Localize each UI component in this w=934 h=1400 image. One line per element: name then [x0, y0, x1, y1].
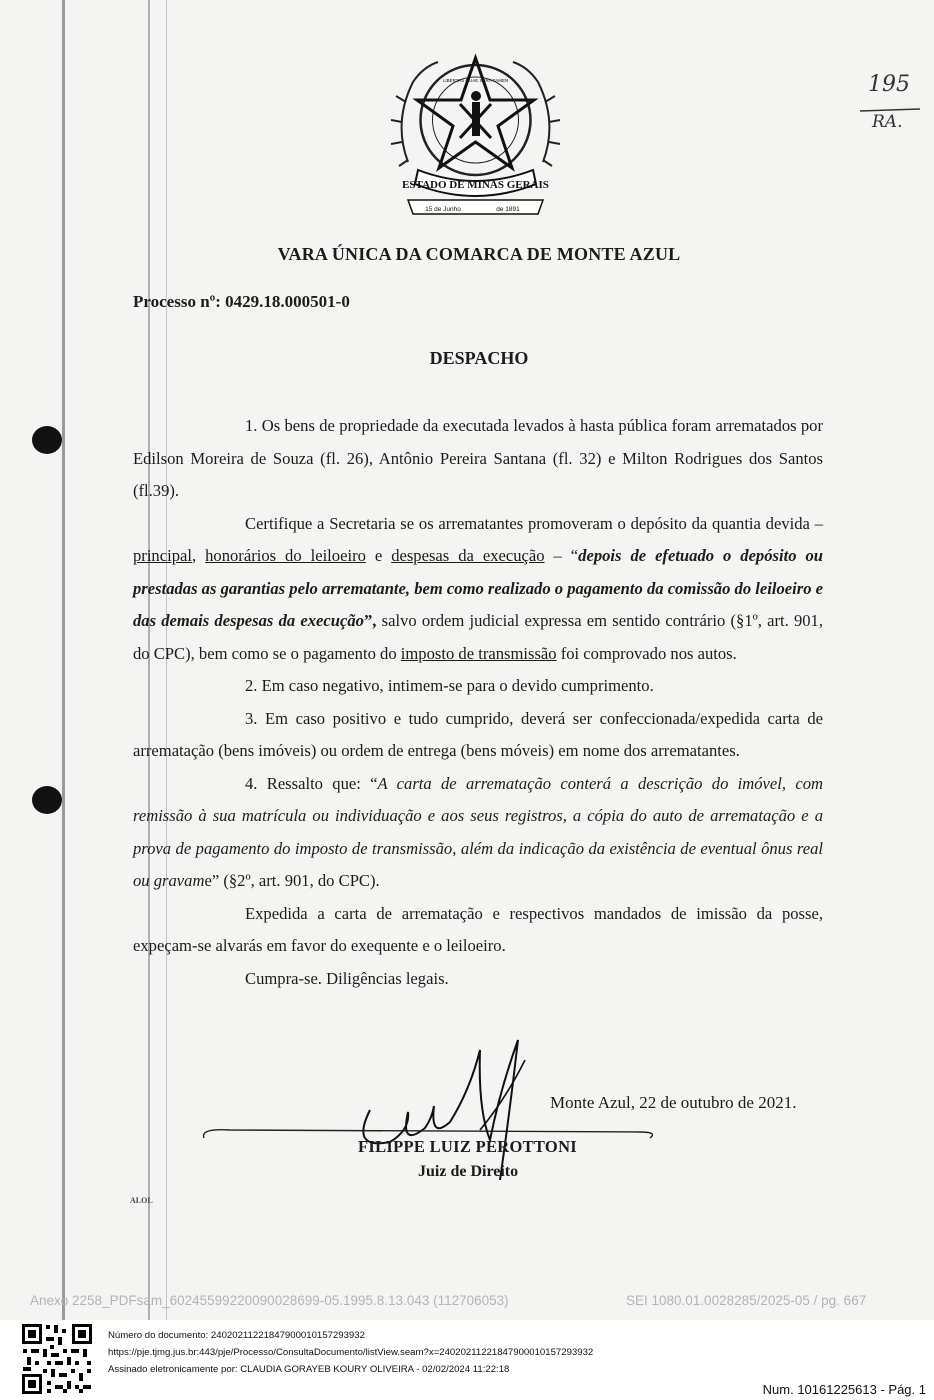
seal-motto: LIBERTAS QUAE SERA TAMEN — [442, 78, 509, 83]
footer-page-number: Num. 10161225613 - Pág. 1 — [762, 1382, 926, 1397]
paragraph-2: Certifique a Secretaria se os arrematantes promoveram o depósito da quantia devida – principal, honorários do leiloeiro e despesas da execução – “depois de efetuado o depósito ou prestadas as garantias pelo arrematante, bem como realizado o pagamento da comissão do leiloeiro e das demais despesas da execução”, salvo ordem judicial expressa em sentido contrário (§1º, art. 901, do CPC), bem como se o pagamento do imposto de transmissão foi comprovado nos autos. — [133, 513, 824, 663]
sei-stamp: SEI 1080.01.0028285/2025-05 / pg. 667 — [626, 1293, 867, 1308]
coat-of-arms-seal — [388, 42, 563, 222]
folio-rubric: RA. — [872, 112, 903, 132]
place-and-date: Monte Azul, 22 de outubro de 2021. — [550, 1093, 797, 1112]
judge-role: Juiz de Direito — [418, 1163, 519, 1180]
paragraph-4: 3. Em caso positivo e tudo cumprido, deverá ser confeccionada/expedida carta de arrematação (bens imóveis) ou ordem de entrega (bens móveis) em nome dos arrematantes. — [133, 708, 823, 760]
seal-date-right: de 1891 — [496, 206, 520, 213]
punch-hole — [32, 426, 62, 454]
paragraph-5: 4. Ressalto que: “A carta de arrematação conterá a descrição do imóvel, com remissão à sua matrícula ou individuação e aos seus registros, a cópia do auto de arrematação e a prova de pagamento do imposto de transmissão, além da indicação da existência de eventual ônus real ou gravame” (§2º, art. 901, do CPC). — [133, 773, 823, 890]
judge-name: FILIPPE LUIZ PEROTTONI — [358, 1137, 578, 1156]
footer-doc-number: Número do documento: 24020211221847900010157293932 — [108, 1330, 365, 1341]
document-title: DESPACHO — [429, 348, 529, 368]
court-name: VARA ÚNICA DA COMARCA DE MONTE AZUL — [277, 244, 681, 264]
annex-stamp: Anexo 2258_PDFsam_60245599220090028699-05.1995.8.13.043 (112706053) — [30, 1293, 509, 1308]
paragraph-1: 1. Os bens de propriedade da executada levados à hasta pública foram arrematados por Edilson Moreira de Souza (fl. 26), Antônio Pereira Santana (fl. 32) e Milton Rodrigues dos Santos (fl.39). — [133, 416, 823, 500]
paragraph-6: Expedida a carta de arrematação e respectivos mandados de imissão da posse, expeçam-se alvarás em favor do exequente e o leiloeiro. — [133, 903, 823, 955]
typist-initials: ALOL — [130, 1196, 153, 1205]
folio-underline — [858, 108, 922, 114]
seal-ring-text: ESTADO DE MINAS GERAIS — [402, 179, 549, 191]
process-number: Processo nº: 0429.18.000501-0 — [133, 292, 350, 311]
order-text — [133, 410, 823, 995]
folio-number: 195 — [868, 72, 910, 97]
paragraph-7: Cumpra-se. Diligências legais. — [245, 968, 449, 988]
footer-signed-by: Assinado eletronicamente por: CLAUDIA GORAYEB KOURY OLIVEIRA - 02/02/2024 11:22:18 — [108, 1364, 510, 1375]
seal-date-left: 15 de Junho — [425, 206, 461, 213]
footer-url[interactable]: https://pje.tjmg.jus.br:443/pje/Processo/ConsultaDocumento/listView.seam?x=24020211221847900010157293932 — [108, 1347, 594, 1358]
paragraph-3: 2. Em caso negativo, intimem-se para o devido cumprimento. — [245, 676, 654, 695]
qr-code — [20, 1322, 94, 1396]
punch-hole — [32, 786, 62, 814]
scan-margin-line — [62, 0, 65, 1320]
